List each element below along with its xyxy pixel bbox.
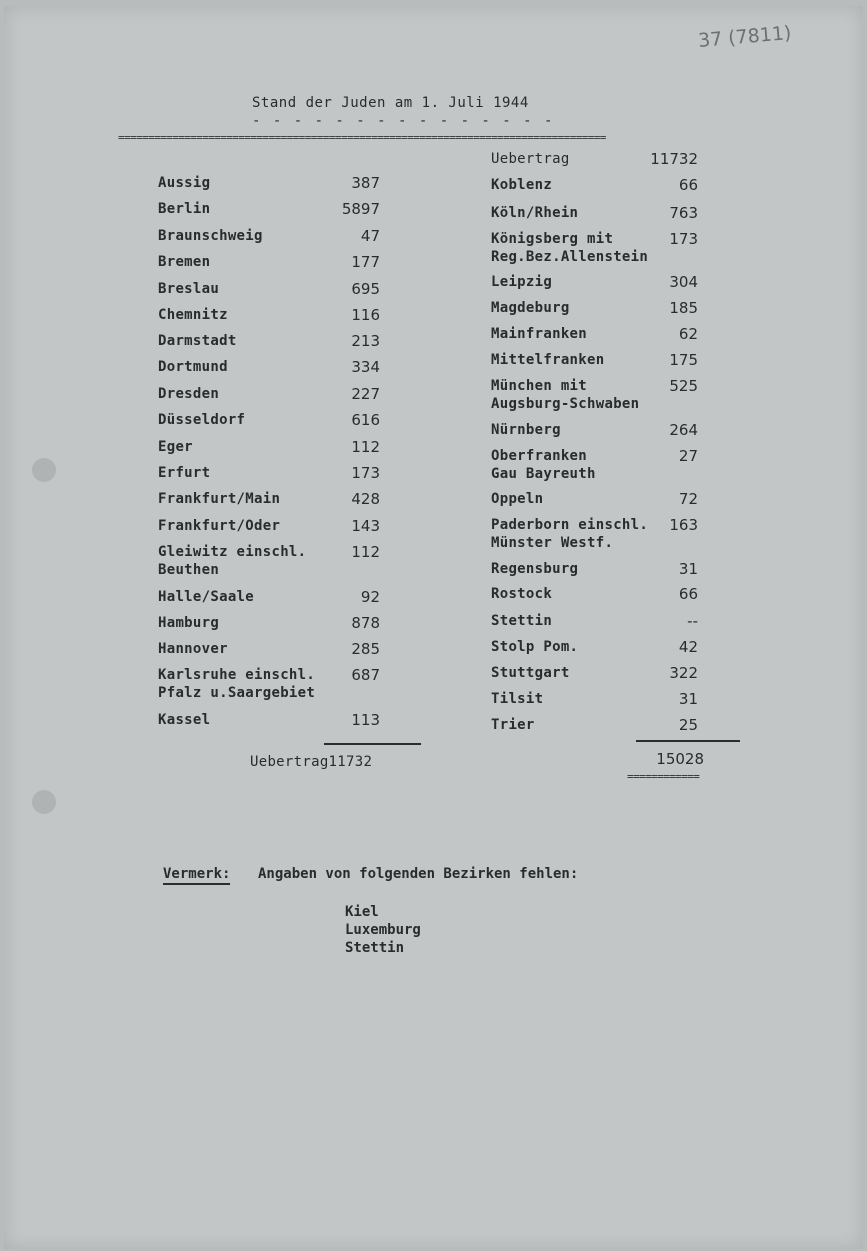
right-entry-value: 66	[678, 585, 698, 603]
left-entry-name: Frankfurt/Main	[158, 491, 281, 507]
left-entry-value: 616	[351, 411, 380, 429]
grand-total-underline: ============	[627, 770, 700, 783]
right-entry-name: Paderborn einschl. Münster Westf.	[491, 517, 649, 551]
right-entry-name: Mittelfranken	[491, 352, 605, 368]
left-entry-value: 687	[351, 666, 380, 684]
document-title: Stand der Juden am 1. Juli 1944	[252, 95, 529, 111]
document-page	[4, 6, 863, 1249]
missing-district: Luxemburg	[345, 922, 421, 938]
left-entry-name: Dresden	[158, 386, 220, 402]
right-entry-name: München mit Augsburg-Schwaben	[491, 378, 640, 412]
left-entry-value: 334	[351, 358, 380, 376]
left-entry-name: Eger	[158, 439, 193, 455]
right-entry-name: Tilsit	[491, 691, 544, 707]
left-sum-line	[324, 743, 421, 745]
left-entry-name: Bremen	[158, 254, 211, 270]
right-entry-value: 62	[678, 325, 698, 343]
right-entry-name: Stettin	[491, 613, 553, 629]
left-entry-name: Kassel	[158, 712, 211, 728]
archive-number: 37 (7811)	[697, 21, 793, 53]
right-entry-name: Köln/Rhein	[491, 205, 579, 221]
right-entry-value: 25	[678, 716, 698, 734]
right-entry-value: 31	[678, 560, 698, 578]
right-entry-name: Regensburg	[491, 561, 579, 577]
left-total-text: Uebertrag11732	[250, 754, 373, 770]
right-entry-value: 66	[678, 176, 698, 194]
left-entry-name: Darmstadt	[158, 333, 237, 349]
grand-total-value: 15028	[656, 750, 704, 768]
left-entry-name: Chemnitz	[158, 307, 228, 323]
right-entry-value: 763	[669, 204, 698, 222]
left-entry-value: 143	[351, 517, 380, 535]
right-entry-value: 304	[669, 273, 698, 291]
right-entry-value: 27	[678, 447, 698, 465]
note-label: Vermerk:	[163, 866, 230, 885]
right-entry-name: Nürnberg	[491, 422, 561, 438]
right-entry-name: Stolp Pom.	[491, 639, 579, 655]
right-entry-name: Mainfranken	[491, 326, 588, 342]
right-entry-name: Trier	[491, 717, 535, 733]
right-entry-name: Koblenz	[491, 177, 553, 193]
left-entry-value: 112	[351, 543, 380, 561]
left-entry-name: Frankfurt/Oder	[158, 518, 281, 534]
right-entry-value: 31	[678, 690, 698, 708]
left-entry-value: 227	[351, 385, 380, 403]
right-entry-name: Rostock	[491, 586, 553, 602]
missing-district: Stettin	[345, 940, 405, 956]
left-entry-name: Hamburg	[158, 615, 220, 631]
left-entry-name: Halle/Saale	[158, 589, 255, 605]
right-entry-value: 525	[669, 377, 698, 395]
left-entry-name: Hannover	[158, 641, 228, 657]
left-entry-value: 5897	[341, 200, 380, 218]
carry-over-label: Uebertrag	[491, 151, 570, 167]
title-underline: - - - - - - - - - - - - - - -	[252, 113, 555, 129]
left-entry-value: 92	[360, 588, 380, 606]
left-entry-name: Berlin	[158, 201, 211, 217]
right-entry-value: 163	[669, 516, 698, 534]
left-entry-value: 177	[351, 253, 380, 271]
left-entry-value: 695	[351, 280, 380, 298]
right-entry-name: Königsberg mit Reg.Bez.Allenstein	[491, 231, 649, 265]
left-entry-value: 173	[351, 464, 380, 482]
left-entry-value: 387	[351, 174, 380, 192]
left-entry-value: 116	[351, 306, 380, 324]
left-entry-value: 112	[351, 438, 380, 456]
right-entry-name: Stuttgart	[491, 665, 570, 681]
right-sum-line	[636, 740, 740, 742]
left-entry-name: Düsseldorf	[158, 412, 246, 428]
left-entry-value: 428	[351, 490, 380, 508]
punch-hole-bottom	[32, 790, 56, 814]
right-entry-value: 322	[669, 664, 698, 682]
right-entry-value: 264	[669, 421, 698, 439]
punch-hole-top	[32, 458, 56, 482]
right-entry-value: 175	[669, 351, 698, 369]
left-entry-name: Dortmund	[158, 359, 228, 375]
left-entry-name: Aussig	[158, 175, 211, 191]
left-entry-name: Erfurt	[158, 465, 211, 481]
left-entry-name: Karlsruhe einschl. Pfalz u.Saargebiet	[158, 667, 316, 701]
right-entry-name: Oberfranken Gau Bayreuth	[491, 448, 596, 482]
right-entry-name: Leipzig	[491, 274, 553, 290]
left-entry-value: 113	[351, 711, 380, 729]
right-entry-name: Magdeburg	[491, 300, 570, 316]
left-entry-value: 878	[351, 614, 380, 632]
left-entry-value: 213	[351, 332, 380, 350]
left-entry-name: Gleiwitz einschl. Beuthen	[158, 544, 307, 578]
left-entry-name: Braunschweig	[158, 228, 263, 244]
right-entry-value: 173	[669, 230, 698, 248]
note-text: Angaben von folgenden Bezirken fehlen:	[258, 866, 579, 882]
right-entry-value: 72	[678, 490, 698, 508]
right-entry-value: --	[687, 612, 698, 630]
left-entry-value: 285	[351, 640, 380, 658]
missing-district: Kiel	[345, 904, 379, 920]
left-entry-name: Breslau	[158, 281, 220, 297]
carry-over-value: 11732	[650, 150, 698, 168]
right-entry-value: 185	[669, 299, 698, 317]
header-separator: =================================================================================	[118, 131, 606, 144]
right-entry-name: Oppeln	[491, 491, 544, 507]
left-entry-value: 47	[360, 227, 380, 245]
right-entry-value: 42	[678, 638, 698, 656]
